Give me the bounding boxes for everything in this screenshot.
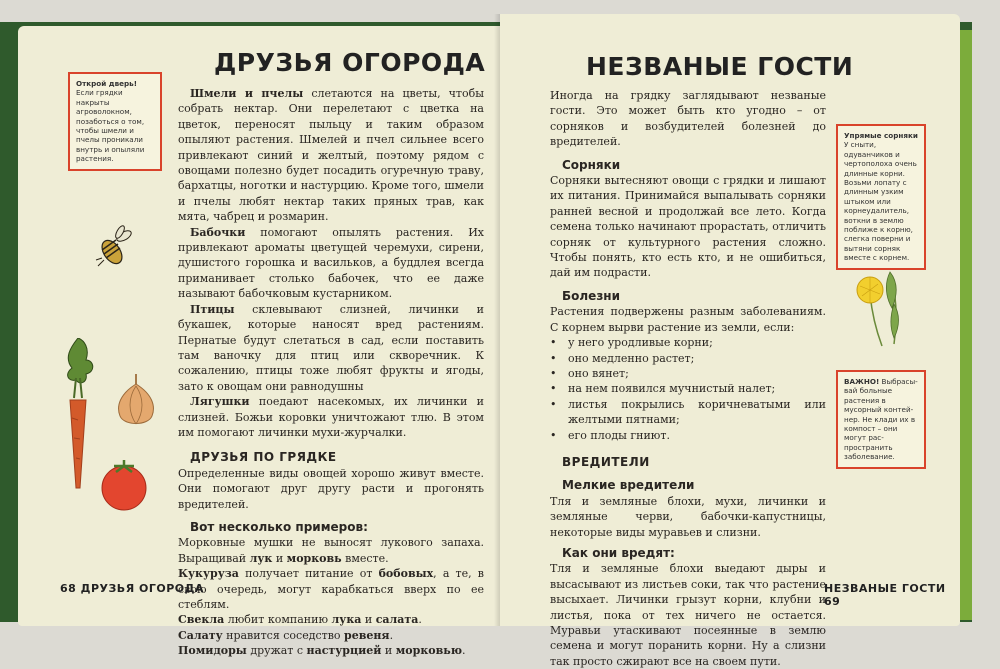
paragraph-weeds: Сорняки вытесняют овощи с грядки и лишают их питания. Принимайся выпалывать сорняки ранней весной и продолжай все лето. Когда семена только начинают прорастать, отличить сорняк от культурного растения сложно. Чтобы понять, кто есть кто, и не ошибиться, дай им подрасти. [550, 174, 826, 280]
example-lettuce: Салату нравится соседство ревеня. [178, 628, 394, 642]
left-running-head: ДРУЗЬЯ ОГОРОДА [80, 582, 204, 595]
paragraph-friends-intro: Определенные виды овощей хорошо живут вместе. Они помогают друг другу расти и прогонять вредителей. [178, 466, 484, 511]
paragraph-small-pests: Тля и земляные блохи, мухи, личинки и земляные черви, бабочки-капустницы, некоторые виды муравьев и слизни. [550, 494, 826, 539]
list-item: • его плоды гниют. [550, 428, 826, 443]
example-carrot-onion: Морковные мушки не выносят лукового запаха. Выращивай лук и морковь вместе. [178, 536, 484, 565]
left-page [18, 26, 504, 658]
tomato-icon [96, 456, 152, 512]
right-running-head: НЕЗВАНЫЕ ГОСТИ [824, 582, 946, 595]
page-number-68: 68 [60, 582, 77, 595]
paragraph-bees: Шмели и пчелы слетаются на цветы, чтобы собрать нектар. Они перелетают с цветка на цветок, переносят пыльцу и таким образом опыляют растения. Шмелей и пчел сильнее всего привлекают синий и желтый, поэтому рядом с овощами полезно будет посадить огуречную траву, бархатцы, ноготки и настурцию. Кроме того, шмели и пчелы любят нектар таких пряных трав, как мята, чабрец и розмарин. [178, 87, 484, 224]
paragraph-frogs: Лягушки поедают насекомых, их личинки и слизней. Божьи коровки уничтожают тлю. В этом им помогают личинки мухи-журчалки. [178, 395, 484, 439]
page-number-69: 69 [824, 595, 841, 608]
onion-icon [114, 372, 158, 430]
paragraph-intro: Иногда на грядку заглядывают незваные гости. Это может быть кто угодно – от сорняков и возбудителей болезней до вредителей. [550, 89, 826, 149]
left-body-text [178, 86, 484, 659]
right-body-text [550, 88, 826, 669]
bee-icon [90, 224, 134, 268]
tip-box-title: Открой дверь! [76, 79, 137, 88]
tip-box-important [836, 370, 926, 469]
list-item: • листья покрылись коричневатыми или желтыми пятнами; [550, 397, 826, 428]
paragraph-how-they-harm: Тля и земляные блохи выедают дыры и высасывают из листьев соки, так что растение высыхает. Личинки грызут корни, клубни и листья, пока от тех ничего не остается. Муравьи утаскивают посеянные в землю семена и могут поранить корни. Ну а слизни так просто сжирают все на своем пути. [550, 562, 826, 668]
list-item: • оно вянет; [550, 366, 826, 381]
list-item: • оно медленно растет; [550, 351, 826, 366]
disease-list [550, 335, 826, 443]
tip-box-stubborn-weeds [836, 124, 926, 270]
heading-examples: Вот несколько примеров: [190, 519, 368, 534]
list-item: • на нем появился мучнистый налет; [550, 381, 826, 396]
right-page-title: НЕЗВАНЫЕ ГОСТИ [586, 52, 854, 81]
right-folio [824, 582, 960, 608]
tip-box-text: Если грядки накрыты агроволокном, позаботься о том, чтобы шмели и пчелы проникали внутрь и опыляли растения. [76, 88, 145, 164]
example-beet: Свекла любит компанию лука и салата. [178, 613, 422, 627]
heading-how-they-harm: Как они вредят: [562, 545, 675, 560]
paragraph-diseases: Растения подвержены разным заболеваниям. С корнем вырви растение из земли, если: [550, 305, 826, 334]
heading-small-pests: Мелкие вредители [562, 478, 695, 493]
list-item: • у него уродливые корни; [550, 335, 826, 350]
heading-weeds: Сорняки [562, 157, 621, 172]
tip-box-open-door [68, 72, 162, 171]
heading-diseases: Болезни [562, 288, 620, 303]
dandelion-icon [846, 264, 916, 348]
left-page-title: ДРУЗЬЯ ОГОРОДА [214, 48, 486, 77]
paragraph-birds: Птицы склевывают слизней, личинки и букашек, которые наносят вред растениям. Пернатые будут слетаться в сад, если поставить там ваночку для птиц или скворечник. К сожалению, птицы тоже любят фрукты и ягоды, зато к овощам они равнодушны [178, 302, 484, 393]
tip-box-text: У сныти, одуванчиков и чертополоха очень длинные корни. Возьми лопату с длинным узким штыком или корнеудалитель, воткни в землю поближе к корню, слегка поверни и вытяни сорняк вместе с корнем. [844, 140, 917, 263]
important-label: ВАЖНО! [844, 377, 880, 386]
right-page [500, 14, 960, 668]
paragraph-butterflies: Бабочки помогают опылять растения. Их привлекают ароматы цветущей черемухи, сирени, душистого горошка и васильков, а буддлея всегда приманивает столько бабочек, что ее даже называют бабочковым кустарником. [178, 225, 484, 301]
heading-pests: ВРЕДИТЕЛИ [562, 454, 650, 469]
tip-box-text: Выбрасывай больные растения в мусорный контейнер. Не клади их в компост – они могут распространить заболевание. [844, 377, 918, 462]
example-tomatoes: Помидоры дружат с настурцией и морковью. [178, 644, 466, 658]
example-corn-beans: Кукуруза получает питание от бобовых, а те, в свою очередь, могут карабкаться вверх по ее стеблям. [178, 567, 484, 611]
left-folio [60, 582, 204, 595]
heading-friends-by-bed: ДРУЗЬЯ ПО ГРЯДКЕ [190, 450, 337, 465]
tip-box-title: Упрямые сорняки [844, 131, 918, 140]
